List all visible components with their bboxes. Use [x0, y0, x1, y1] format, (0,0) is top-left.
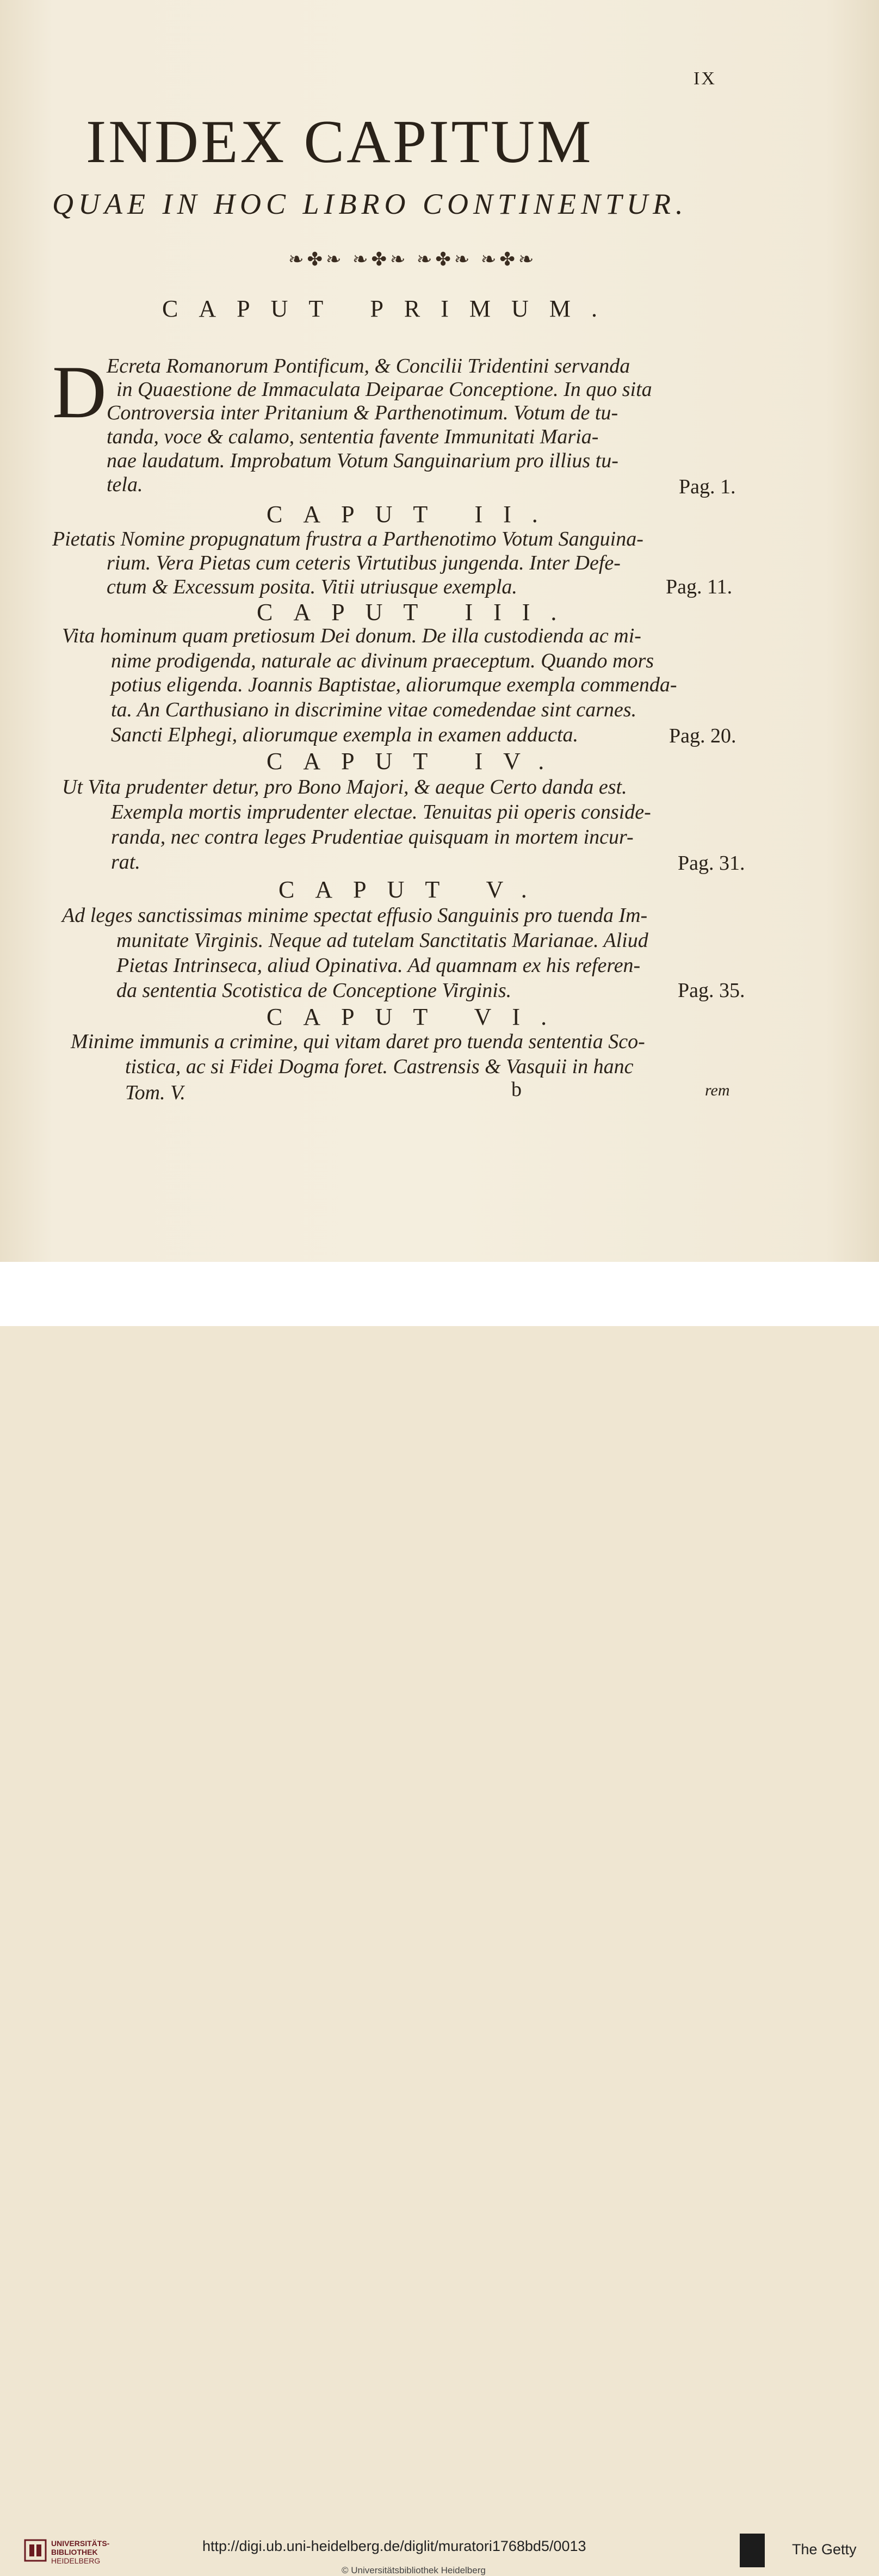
- page-reference: Pag. 20.: [669, 725, 736, 747]
- chapter-heading: CAPUT IV.: [267, 748, 565, 775]
- catchword: rem: [705, 1081, 730, 1099]
- ornament-divider: ❧✤❧ ❧✤❧ ❧✤❧ ❧✤❧: [288, 250, 537, 270]
- text-line: Pietas Intrinseca, aliud Opinativa. Ad quamnam ex his referen-: [116, 954, 641, 977]
- text-line: potius eligenda. Joannis Baptistae, aliorumque exempla commenda-: [111, 673, 677, 696]
- volume-signature: Tom. V.: [125, 1081, 185, 1104]
- institution-line: HEIDELBERG: [51, 2556, 101, 2565]
- text-line: Vita hominum quam pretiosum Dei donum. De illa custodienda ac mi-: [62, 624, 641, 647]
- chapter-heading: CAPUT II.: [267, 501, 559, 528]
- chapter-heading: CAPUT III.: [257, 599, 578, 626]
- institution-line: BIBLIOTHEK: [51, 2548, 98, 2556]
- page-subtitle: QUAE IN HOC LIBRO CONTINENTUR.: [52, 188, 688, 220]
- page-number: IX: [694, 69, 716, 89]
- page-reference: Pag. 1.: [679, 475, 736, 498]
- permalink[interactable]: http://digi.ub.uni-heidelberg.de/diglit/muratori1768bd5/0013: [202, 2538, 586, 2554]
- copyright-notice: © Universitätsbibliothek Heidelberg: [342, 2565, 486, 2575]
- text-line: Pietatis Nomine propugnatum frustra a Parthenotimo Votum Sanguina-: [52, 528, 643, 550]
- text-line: da sententia Scotistica de Conceptione Virginis.: [116, 979, 512, 1002]
- text-line: tela.: [107, 473, 143, 496]
- text-line: ta. An Carthusiano in discrimine vitae comedendae sint carnes.: [111, 698, 637, 721]
- institution-line: UNIVERSITÄTS-: [51, 2539, 110, 2548]
- page-title: INDEX CAPITUM: [86, 108, 593, 176]
- text-line: rat.: [111, 851, 140, 874]
- chapter-heading: CAPUT V.: [278, 876, 548, 903]
- text-line: tanda, voce & calamo, sententia favente Immunitati Maria-: [107, 425, 599, 448]
- text-line: Sancti Elphegi, aliorumque exempla in examen adducta.: [111, 723, 579, 746]
- viewer-footer: [0, 1262, 879, 2575]
- chapter-heading: CAPUT PRIMUM.: [162, 295, 618, 322]
- text-line: rium. Vera Pietas cum ceteris Virtutibus jungenda. Inter Defe-: [107, 552, 621, 574]
- page-reference: Pag. 11.: [666, 575, 733, 598]
- text-line: nime prodigenda, naturale ac divinum praeceptum. Quando mors: [111, 649, 654, 672]
- text-line: nae laudatum. Improbatum Votum Sanguinarium pro illius tu-: [107, 449, 618, 472]
- institution-name: [51, 2539, 109, 2565]
- text-line: Minime immunis a crimine, qui vitam daret pro tuenda sententia Sco-: [71, 1030, 645, 1053]
- text-line: randa, nec contra leges Prudentiae quisquam in mortem incur-: [111, 826, 634, 849]
- page-reference: Pag. 31.: [678, 852, 745, 875]
- getty-logo-icon: [740, 2534, 765, 2567]
- scanned-page: [0, 0, 879, 1262]
- text-line: in Quaestione de Immaculata Deiparae Conceptione. In quo sita: [116, 378, 652, 401]
- text-line: munitate Virginis. Neque ad tutelam Sanctitatis Marianae. Aliud: [116, 929, 648, 952]
- drop-cap: D: [52, 350, 107, 434]
- gathering-signature: b: [511, 1078, 522, 1101]
- text-line: ctum & Excessum posita. Vitii utriusque exempla.: [107, 575, 517, 598]
- text-line: Ut Vita prudenter detur, pro Bono Majori, & aeque Certo danda est.: [62, 776, 627, 798]
- text-line: tistica, ac si Fidei Dogma foret. Castrensis & Vasquii in hanc: [125, 1055, 634, 1078]
- chapter-heading: CAPUT VI.: [267, 1004, 568, 1030]
- text-line: Ad leges sanctissimas minime spectat effusio Sanguinis pro tuenda Im-: [62, 904, 648, 927]
- university-logo-icon: [24, 2539, 47, 2562]
- page-reference: Pag. 35.: [678, 979, 745, 1002]
- text-line: Controversia inter Pritanium & Parthenotimum. Votum de tu-: [107, 401, 618, 424]
- text-line: Ecreta Romanorum Pontificum, & Concilii Tridentini servanda: [107, 355, 630, 377]
- partner-name: The Getty: [792, 2541, 857, 2558]
- text-line: Exempla mortis imprudenter electae. Tenuitas pii operis conside-: [111, 801, 651, 823]
